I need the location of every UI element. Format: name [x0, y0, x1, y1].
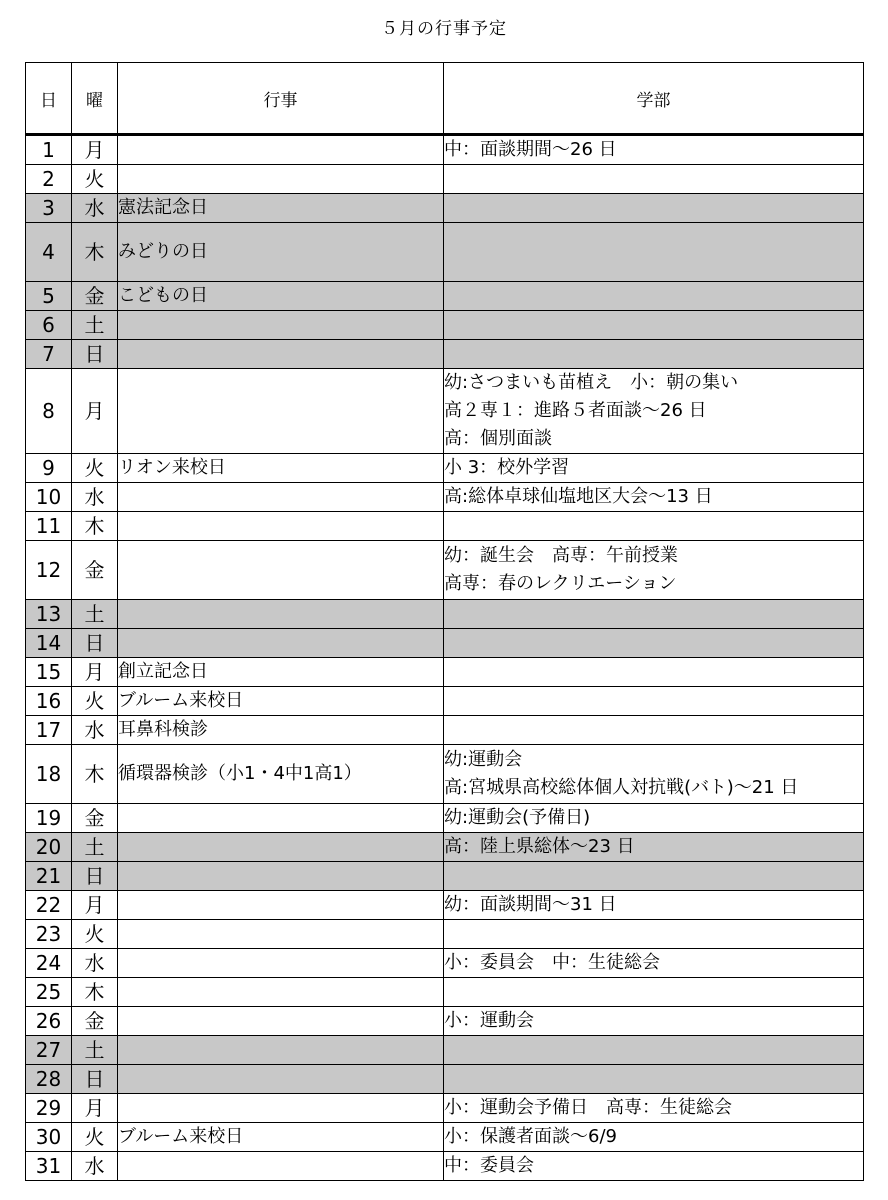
table-row	[26, 1094, 864, 1123]
table-row	[26, 1007, 864, 1036]
weekday-cell: 水	[72, 1152, 118, 1181]
weekday-cell: 月	[72, 369, 118, 454]
event-cell	[118, 135, 444, 165]
weekday-cell: 月	[72, 1094, 118, 1123]
department-cell	[444, 891, 864, 920]
table-row	[26, 978, 864, 1007]
department-cell	[444, 629, 864, 658]
department-cell	[444, 716, 864, 745]
weekday-cell: 日	[72, 629, 118, 658]
day-cell: 10	[26, 483, 72, 512]
schedule-table	[25, 62, 864, 1181]
weekday-cell: 火	[72, 920, 118, 949]
event-cell	[118, 600, 444, 629]
department-line: 小 3：校外学習	[444, 457, 570, 478]
day-cell: 15	[26, 658, 72, 687]
table-row	[26, 369, 864, 454]
page-title: ５月の行事予定	[381, 19, 507, 39]
department-line: 高専：春のレクリエーション	[444, 573, 677, 594]
department-line: 高:総体卓球仙塩地区大会～13 日	[444, 486, 713, 507]
table-row	[26, 165, 864, 194]
department-line: 幼:運動会	[444, 749, 523, 770]
day-cell: 28	[26, 1065, 72, 1094]
event-cell: リオン来校日	[118, 454, 444, 483]
table-row	[26, 340, 864, 369]
day-cell: 3	[26, 194, 72, 223]
table-row	[26, 1065, 864, 1094]
event-cell	[118, 1007, 444, 1036]
department-cell	[444, 1094, 864, 1123]
table-row	[26, 687, 864, 716]
event-cell: 創立記念日	[118, 658, 444, 687]
department-cell	[444, 600, 864, 629]
weekday-cell: 火	[72, 1123, 118, 1152]
event-cell	[118, 1152, 444, 1181]
department-line: 幼：誕生会 高専：午前授業	[444, 545, 678, 566]
weekday-cell: 木	[72, 745, 118, 804]
day-cell: 24	[26, 949, 72, 978]
department-line: 小：運動会	[444, 1010, 534, 1031]
weekday-cell: 金	[72, 804, 118, 833]
department-line: 幼：面談期間～31 日	[444, 894, 617, 915]
table-row	[26, 454, 864, 483]
department-cell	[444, 165, 864, 194]
department-cell	[444, 949, 864, 978]
department-cell	[444, 1007, 864, 1036]
table-row	[26, 541, 864, 600]
day-cell: 18	[26, 745, 72, 804]
day-cell: 5	[26, 282, 72, 311]
department-cell	[444, 541, 864, 600]
department-line: 幼:運動会(予備日)	[444, 807, 591, 828]
department-line: 中：面談期間～26 日	[444, 139, 617, 160]
department-cell	[444, 223, 864, 282]
event-cell: 耳鼻科検診	[118, 716, 444, 745]
header-weekday: 曜	[72, 63, 118, 135]
department-cell	[444, 920, 864, 949]
table-row	[26, 1123, 864, 1152]
event-cell: 憲法記念日	[118, 194, 444, 223]
department-line: 中：委員会	[444, 1155, 534, 1176]
day-cell: 22	[26, 891, 72, 920]
table-row	[26, 1152, 864, 1181]
department-cell	[444, 282, 864, 311]
event-cell: 循環器検診（小1・4中1高1）	[118, 745, 444, 804]
department-cell	[444, 804, 864, 833]
table-row	[26, 833, 864, 862]
day-cell: 9	[26, 454, 72, 483]
department-cell	[444, 745, 864, 804]
day-cell: 16	[26, 687, 72, 716]
day-cell: 4	[26, 223, 72, 282]
table-row	[26, 194, 864, 223]
weekday-cell: 水	[72, 194, 118, 223]
day-cell: 7	[26, 340, 72, 369]
day-cell: 12	[26, 541, 72, 600]
department-cell	[444, 135, 864, 165]
header-row	[26, 63, 864, 135]
weekday-cell: 日	[72, 340, 118, 369]
department-cell	[444, 862, 864, 891]
weekday-cell: 水	[72, 949, 118, 978]
table-row	[26, 135, 864, 165]
weekday-cell: 木	[72, 223, 118, 282]
weekday-cell: 金	[72, 1007, 118, 1036]
day-cell: 13	[26, 600, 72, 629]
weekday-cell: 木	[72, 978, 118, 1007]
day-cell: 8	[26, 369, 72, 454]
department-cell	[444, 340, 864, 369]
day-cell: 19	[26, 804, 72, 833]
table-row	[26, 512, 864, 541]
header-event: 行事	[118, 63, 444, 135]
header-day: 日	[26, 63, 72, 135]
day-cell: 20	[26, 833, 72, 862]
table-row	[26, 891, 864, 920]
weekday-cell: 月	[72, 658, 118, 687]
table-row	[26, 1036, 864, 1065]
department-line: 高：個別面談	[444, 428, 552, 449]
weekday-cell: 火	[72, 454, 118, 483]
event-cell	[118, 541, 444, 600]
day-cell: 30	[26, 1123, 72, 1152]
event-cell	[118, 1094, 444, 1123]
weekday-cell: 火	[72, 687, 118, 716]
table-row	[26, 629, 864, 658]
department-cell	[444, 454, 864, 483]
day-cell: 6	[26, 311, 72, 340]
table-row	[26, 949, 864, 978]
day-cell: 25	[26, 978, 72, 1007]
weekday-cell: 土	[72, 833, 118, 862]
event-cell	[118, 369, 444, 454]
event-cell	[118, 165, 444, 194]
event-cell: ブルーム来校日	[118, 687, 444, 716]
table-row	[26, 716, 864, 745]
department-line: 小：保護者面談～6/9	[444, 1126, 617, 1147]
event-cell	[118, 891, 444, 920]
weekday-cell: 水	[72, 716, 118, 745]
day-cell: 14	[26, 629, 72, 658]
event-cell	[118, 862, 444, 891]
table-row	[26, 600, 864, 629]
weekday-cell: 月	[72, 135, 118, 165]
department-line: 幼:さつまいも苗植え 小：朝の集い	[444, 372, 739, 393]
event-cell	[118, 1036, 444, 1065]
weekday-cell: 日	[72, 862, 118, 891]
table-row	[26, 804, 864, 833]
department-cell	[444, 1065, 864, 1094]
event-cell	[118, 512, 444, 541]
event-cell	[118, 340, 444, 369]
event-cell: ブルーム来校日	[118, 1123, 444, 1152]
day-cell: 1	[26, 135, 72, 165]
weekday-cell: 木	[72, 512, 118, 541]
department-cell	[444, 687, 864, 716]
event-cell: みどりの日	[118, 223, 444, 282]
department-cell	[444, 1036, 864, 1065]
weekday-cell: 土	[72, 1036, 118, 1065]
day-cell: 27	[26, 1036, 72, 1065]
table-row	[26, 658, 864, 687]
schedule-body	[26, 135, 864, 1181]
day-cell: 31	[26, 1152, 72, 1181]
department-cell	[444, 833, 864, 862]
department-cell	[444, 1123, 864, 1152]
header-department: 学部	[444, 63, 864, 135]
day-cell: 2	[26, 165, 72, 194]
department-cell	[444, 512, 864, 541]
department-line: 高：陸上県総体～23 日	[444, 836, 635, 857]
department-line: 小：運動会予備日 高専：生徒総会	[444, 1097, 732, 1118]
day-cell: 11	[26, 512, 72, 541]
department-line: 高:宮城県高校総体個人対抗戦(バト)～21 日	[444, 777, 799, 798]
event-cell	[118, 833, 444, 862]
department-cell	[444, 1152, 864, 1181]
event-cell	[118, 1065, 444, 1094]
day-cell: 17	[26, 716, 72, 745]
table-row	[26, 483, 864, 512]
event-cell	[118, 804, 444, 833]
department-cell	[444, 658, 864, 687]
table-row	[26, 745, 864, 804]
table-row	[26, 223, 864, 282]
table-row	[26, 862, 864, 891]
weekday-cell: 日	[72, 1065, 118, 1094]
event-cell	[118, 629, 444, 658]
department-line: 高２専１：進路５者面談～26 日	[444, 400, 707, 421]
department-cell	[444, 483, 864, 512]
day-cell: 21	[26, 862, 72, 891]
day-cell: 29	[26, 1094, 72, 1123]
event-cell	[118, 978, 444, 1007]
weekday-cell: 土	[72, 311, 118, 340]
event-cell	[118, 311, 444, 340]
department-cell	[444, 194, 864, 223]
weekday-cell: 水	[72, 483, 118, 512]
table-row	[26, 920, 864, 949]
weekday-cell: 土	[72, 600, 118, 629]
event-cell	[118, 920, 444, 949]
weekday-cell: 金	[72, 541, 118, 600]
weekday-cell: 火	[72, 165, 118, 194]
table-row	[26, 311, 864, 340]
day-cell: 23	[26, 920, 72, 949]
event-cell	[118, 483, 444, 512]
day-cell: 26	[26, 1007, 72, 1036]
event-cell: こどもの日	[118, 282, 444, 311]
weekday-cell: 金	[72, 282, 118, 311]
table-row	[26, 282, 864, 311]
department-cell	[444, 978, 864, 1007]
department-line: 小：委員会 中：生徒総会	[444, 952, 660, 973]
department-cell	[444, 369, 864, 454]
event-cell	[118, 949, 444, 978]
weekday-cell: 月	[72, 891, 118, 920]
department-cell	[444, 311, 864, 340]
